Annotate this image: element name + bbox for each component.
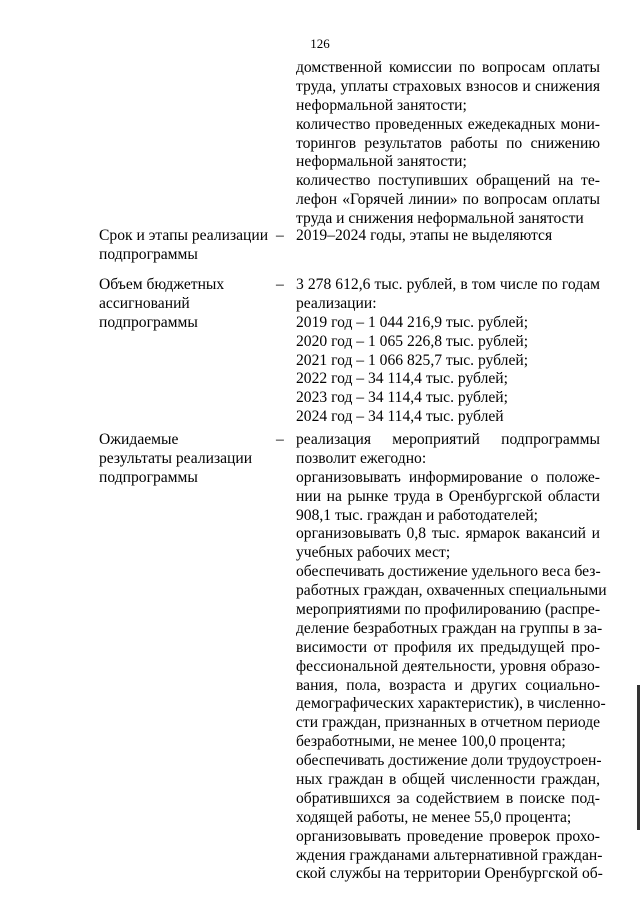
section-body-line: позволит ежегодно:: [296, 449, 427, 467]
section-label-line: подпрограммы: [99, 245, 198, 263]
section-body-line: 3 278 612,6 тыс. рублей, в том числе по годам: [296, 276, 600, 293]
section-dash: –: [276, 276, 284, 293]
section-body-line: нии на рынке труда в Оренбургской области: [296, 487, 600, 505]
section-label-line: результаты реализации: [99, 449, 253, 467]
section-body-line: работных граждан, охваченных специальными: [296, 582, 607, 600]
section-body-line: вания, пола, возраста и других социально-: [296, 676, 600, 694]
intro-line: неформальной занятости;: [296, 153, 467, 171]
section-label-line: подпрограммы: [99, 468, 198, 486]
section-body-line: 2023 год – 34 114,4 тыс. рублей;: [296, 389, 508, 407]
section-body-line: учебных рабочих мест;: [296, 544, 451, 562]
section-body-line: 2024 год – 34 114,4 тыс. рублей: [296, 408, 504, 426]
intro-line: труда, уплаты страховых взносов и снижения: [296, 77, 600, 95]
section-body-line: 2019 год – 1 044 216,9 тыс. рублей;: [296, 313, 529, 331]
section-label-line: Срок и этапы реализации: [99, 227, 269, 244]
section-body-line: организовывать информирование о положе-: [296, 468, 600, 486]
section-body-line: реализации:: [296, 294, 377, 312]
section-body-line: 2020 год – 1 065 226,8 тыс. рублей;: [296, 332, 529, 350]
section-body-line: ходящей работы, не менее 55,0 процента;: [296, 808, 572, 826]
section-dash: –: [276, 431, 284, 448]
section-body-line: реализация мероприятий подпрограммы: [296, 431, 600, 448]
intro-line: количество поступивших обращений на те-: [296, 172, 600, 190]
section-body-line: организовывать проведение проверок прохо-: [296, 827, 600, 845]
section-label-line: подпрограммы: [99, 313, 198, 331]
section-label-line: Объем бюджетных: [99, 276, 225, 293]
intro-line: торингов результатов работы по снижению: [296, 134, 600, 152]
section-body-line: ждения гражданами альтернативной граждан-: [296, 846, 603, 864]
section-label-line: Ожидаемые: [99, 431, 179, 448]
section-body-line: 908,1 тыс. граждан и работодателей;: [296, 506, 538, 524]
section-body-line: 2022 год – 34 114,4 тыс. рублей;: [296, 370, 508, 388]
section-body-line: обеспечивать достижение доли трудоустроен-: [296, 752, 602, 770]
intro-line: неформальной занятости;: [296, 96, 467, 114]
section-label: [99, 227, 269, 265]
section-body: [296, 227, 600, 246]
section-body-line: 2019–2024 годы, этапы не выделяются: [296, 227, 553, 244]
intro-line: труда и снижения неформальной занятости: [296, 210, 584, 228]
section-label: [99, 276, 269, 333]
section-body-line: обратившихся за содействием в поиске под-: [296, 789, 600, 807]
section-body-line: фессиональной деятельности, уровня образо-: [296, 657, 600, 675]
section-label-line: ассигнований: [99, 294, 190, 312]
intro-line: количество проведенных ежедекадных мони-: [296, 115, 600, 133]
section-body-line: сти граждан, признанных в отчетном периоде: [296, 714, 601, 732]
section-body-line: организовывать 0,8 тыс. ярмарок вакансий и: [296, 525, 600, 543]
intro-text: [296, 59, 600, 229]
section-body: [296, 431, 607, 884]
section-body-line: демографических характеристик), в численно-: [296, 695, 606, 713]
section-body-line: 2021 год – 1 066 825,7 тыс. рублей;: [296, 351, 529, 369]
section-body-line: обеспечивать достижение удельного веса без-: [296, 563, 601, 581]
section-body-line: деление безработных граждан на группы в за-: [296, 619, 603, 637]
page-number: 126: [310, 36, 330, 51]
section-body-line: ской службы на территории Оренбургской об-: [296, 865, 603, 883]
intro-line: лефон «Горячей линии» по вопросам оплаты: [296, 191, 600, 209]
section-body-line: ных граждан в общей численности граждан,: [296, 771, 600, 789]
section-body-line: мероприятиями по профилированию (распре-: [296, 601, 601, 619]
section-body-line: безработными, не менее 100,0 процента;: [296, 733, 566, 751]
section-body-line: висимости от профиля их предыдущей про-: [296, 638, 600, 656]
section-body: [296, 276, 600, 427]
intro-line: домственной комиссии по вопросам оплаты: [296, 59, 600, 76]
section-label: [99, 431, 269, 488]
section-dash: –: [276, 227, 284, 244]
